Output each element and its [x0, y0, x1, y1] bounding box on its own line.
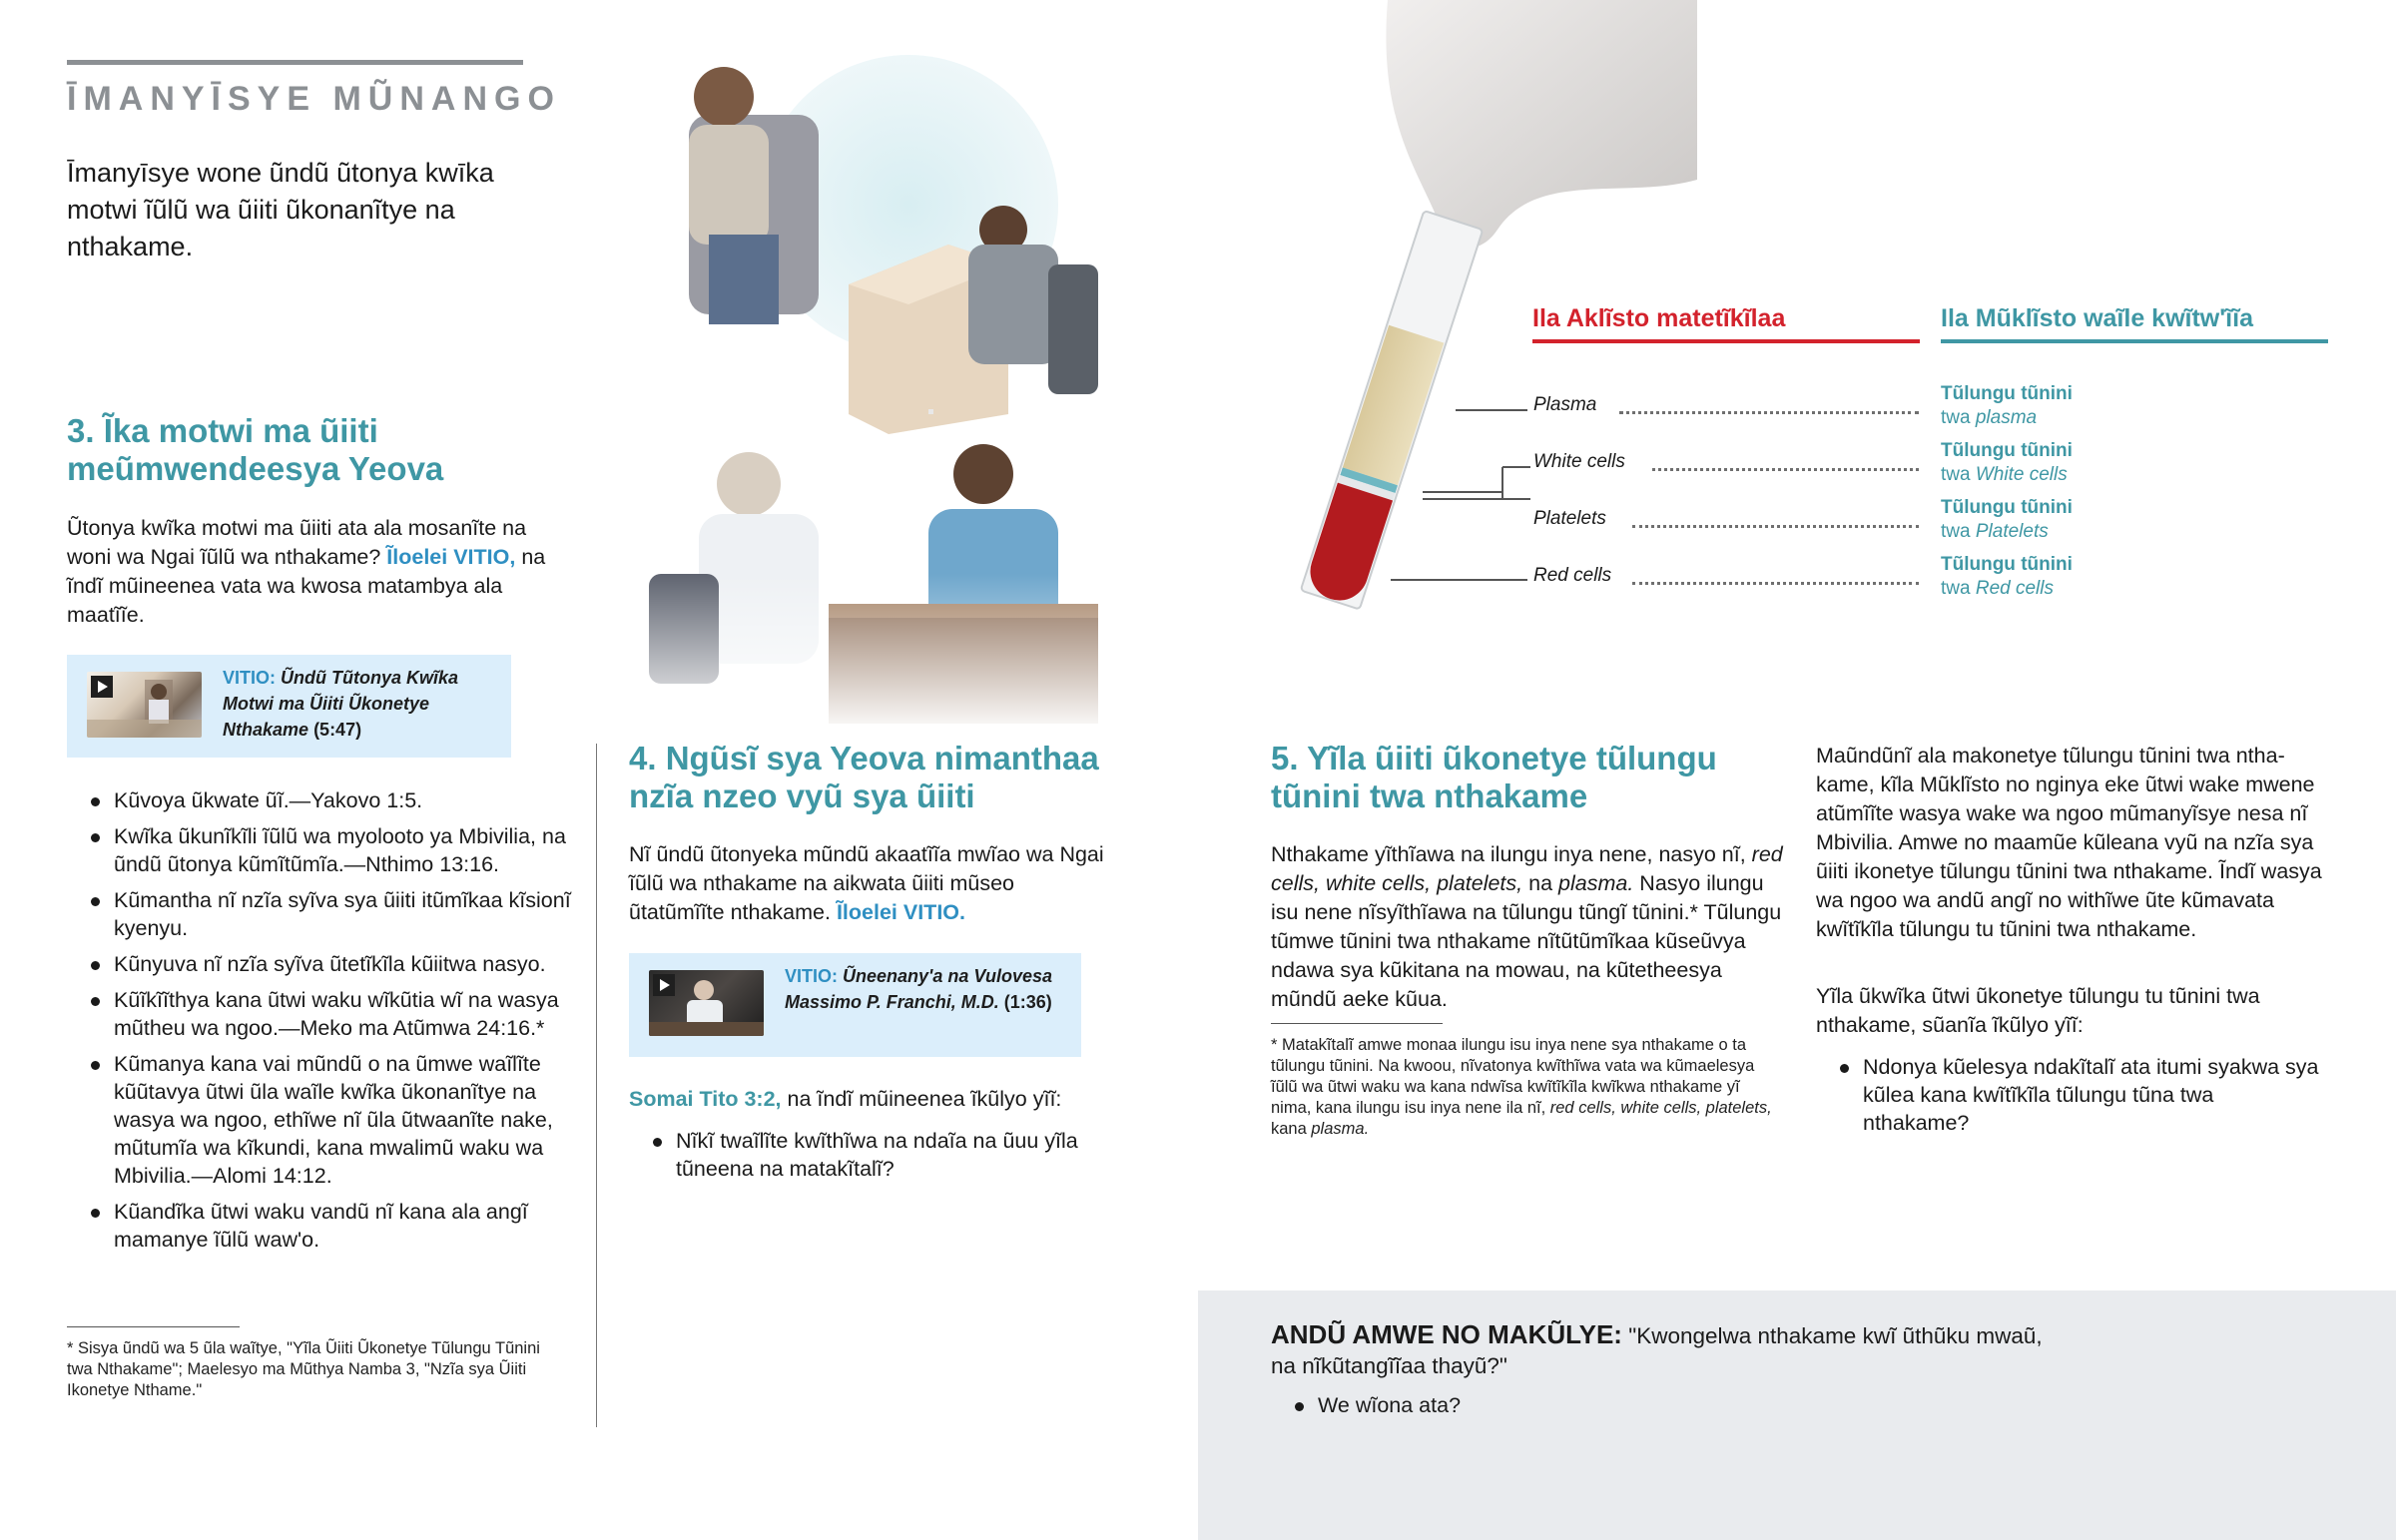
- fraction-label: Tũlungu tũnini twa plasma: [1941, 383, 2073, 428]
- list-item: Kũvoya ũkwate ũĩ.—Yakovo 1:5.: [67, 786, 576, 814]
- list-item: Kũmantha nĩ nzĩa syĩva sya ũiiti itũmĩkaa kĩsionĩ kyenyu.: [67, 886, 576, 942]
- pointer-line-plasma: [1456, 409, 1527, 411]
- list-item: Kũnyuva nĩ nzĩa syĩva ũtetĩkĩla kũiitwa nasyo.: [67, 950, 576, 978]
- component-label: Red cells: [1533, 565, 1612, 586]
- section-5-body: Nthakame yĩthĩawa na ilungu inya nene, nasyo nĩ, red cells, white cells, platelets, na plasma. Nasyo ilungu isu nene nĩsyĩthĩawa na tũlungu tũngĩ tũnini.* Tũlungu tũmwe tũnini twa nthakame nĩtũtũmĩkaa kũseũvya ndawa sya kũkitana na mowau, na kũtetheesya mũndũ aeke kũua.: [1271, 842, 1783, 1011]
- fraction-label: Tũlungu tũnini twa Red cells: [1941, 554, 2073, 599]
- section-5-bullet-list: [1816, 1053, 2325, 1145]
- legend-rule-teal: [1941, 339, 2328, 343]
- video-title: Ũndũ Tũtonya Kwĩka Motwi ma Ũiiti Ũkonetye Nthakame: [223, 668, 459, 740]
- consultation-illustration: [629, 55, 1108, 734]
- list-item: Ndonya kũelesya ndakĩtalĩ ata itumi syakwa sya kũlea kana kwĩtĩkĩla tũlungu tũna twa nthakame?: [1816, 1053, 2325, 1137]
- list-item: We wĩona ata?: [1271, 1391, 1870, 1419]
- list-item: Kũĩkĩĩthya kana ũtwi waku wĩkũtia wĩ na wasya mũtheu wa ngoo.—Meko ma Atũmwa 24:16.*: [67, 986, 576, 1042]
- section-5-body-2: Maũndũnĩ ala makonetye tũlungu tũnini twa nthakame, kĩla Mũklĩsto no nginya eke ũtwi wake mwene atũmĩĩte wasya wake wa ngoo mũmanyĩsye nesa nĩ Mbivilia. Amwe no maamũe kũleana vyũ na nzĩa sya ũiiti ikonetye tũlungu tũnini twa nthakame. Ĩndĩ wasya wa ngoo wa andũ angĩ no withĩwe ũte kũmavata kwĩtĩkĩla tũlungu tu tũnini twa nthakame.: [1816, 744, 2322, 941]
- watch-video-link[interactable]: Ĩloelei VITIO,: [386, 545, 516, 569]
- leader-dots: [1652, 468, 1919, 471]
- watch-video-link-2[interactable]: Ĩloelei VITIO.: [836, 900, 965, 924]
- video-title: Ũneenany'a na Vulovesa Massimo P. Franchi, M.D.: [785, 966, 1053, 1012]
- play-icon[interactable]: [91, 676, 113, 698]
- fraction-label: Tũlungu tũnini twa Platelets: [1941, 497, 2073, 542]
- section-3-body: Ũtonya kwĩka motwi ma ũiiti ata ala mosanĩte na woni wa Ngai ĩũlũ wa nthakame? Ĩloelei VITIO, na ĩndĩ mũineenea vata wa kwosa matambya ala maatĩĩe.: [67, 516, 546, 627]
- header-rule: [67, 60, 523, 65]
- video-duration: (5:47): [313, 720, 362, 740]
- component-label: White cells: [1533, 451, 1625, 472]
- fraction-label: Tũlungu tũnini twa White cells: [1941, 440, 2073, 485]
- section-5-footnote: * Matakĩtalĩ amwe monaa ilungu isu inya nene sya nthakame o ta tũlungu tũnini. Na kwoou, nĩvatonya kwĩthĩwa vata wa kũmaelesya ĩũlũ wa ũtwi waku wa kana ndwĩsa kwĩtĩkĩla kwĩkwa nthakame yĩ nima, kana ilungu isu inya nene ila nĩ, red cells, white cells, platelets, kana plasma.: [1271, 1036, 1772, 1138]
- component-label: Plasma: [1533, 394, 1597, 415]
- video-card-2[interactable]: [629, 953, 1081, 1057]
- others-say-question: [1271, 1319, 2070, 1381]
- footnote-rule: [1271, 1023, 1443, 1024]
- video-1-caption: [223, 665, 502, 743]
- list-item: Nĩkĩ twaĩlĩte kwĩthĩwa na ndaĩa na ũuu yĩla tũneena na matakĩtalĩ?: [629, 1127, 1098, 1183]
- video-thumbnail[interactable]: [87, 672, 202, 738]
- section-3-title: 3. Ĩka motwi ma ũiiti meũmwendeesya Yeova: [67, 412, 444, 487]
- leader-dots: [1619, 411, 1919, 414]
- pointer-line-red: [1391, 579, 1527, 581]
- section-4-body: Nĩ ũndũ ũtonyeka mũndũ akaatĩĩa mwĩao wa Ngai ĩũlũ wa nthakame na aikwata ũiiti mũseo ũtatũmĩĩte nthakame. Ĩloelei VITIO.: [629, 842, 1104, 924]
- footnote-rule: [67, 1326, 240, 1327]
- video-label: VITIO:: [223, 668, 276, 688]
- column-divider: [596, 744, 597, 1427]
- video-duration: (1:36): [1003, 992, 1052, 1012]
- list-item: Kwĩka ũkunĩkĩli ĩũlũ wa myolooto ya Mbivilia, na ũndũ ũtonya kũmĩtũmĩa.—Nthimo 13:16.: [67, 822, 576, 878]
- leader-dots: [1632, 525, 1919, 528]
- component-label: Platelets: [1533, 508, 1606, 529]
- leader-dots: [1632, 582, 1919, 585]
- pointer-lines-cells: [1423, 457, 1532, 507]
- legend-conscience: Ila Mũklĩsto waĩle kwĩtw'ĩĩa: [1941, 304, 2253, 332]
- intro-text: Īmanyīsye wone ũndũ ũtonya kwīka motwi ĩũlũ wa ũiiti ũkonanĩtye na nthakame.: [67, 158, 494, 261]
- video-thumbnail[interactable]: [649, 970, 764, 1036]
- video-2-caption: [785, 963, 1069, 1015]
- others-say-bullet-list: [1271, 1391, 1870, 1427]
- scripture-link[interactable]: Somai Tito 3:2,: [629, 1087, 782, 1111]
- video-card-1[interactable]: [67, 655, 511, 758]
- play-icon[interactable]: [653, 974, 675, 996]
- list-item: Kũmanya kana vai mũndũ o na ũmwe waĩlĩte kũũtavya ũtwi ũla waĩle kwĩka ũkonanĩtye na wasya wa ngoo, ethĩwe nĩ ũla ũtwaanĩte nake, mũtumĩa wa kĩkundi, kana mwalimũ waku wa Mbivilia.—Alomi 14:12.: [67, 1050, 576, 1190]
- legend-rule-red: [1532, 339, 1920, 343]
- section-3-footnote: * Sisya ũndũ wa 5 ũla waĩtye, "Yĩla Ũiiti Ũkonetye Tũlungu Tũnini twa Nthakame"; Maelesyo ma Mũthya Namba 3, "Nzĩa sya Ũiiti Ikonetye Nthame.": [67, 1339, 540, 1399]
- section-5-title: 5. Yĩla ũiiti ũkonetye tũlungu tũnini twa nthakame: [1271, 740, 1717, 814]
- video-label: VITIO:: [785, 966, 838, 986]
- section-4-reading: Somai Tito 3:2, na ĩndĩ mũineenea ĩkũlyo yĩĩ:: [629, 1087, 1062, 1111]
- list-item: Kũandĩka ũtwi waku vandũ nĩ kana ala angĩ mamanye ĩũlũ waw'o.: [67, 1198, 576, 1254]
- section-3-bullet-list: [67, 786, 576, 1262]
- others-say-quote: "Kwongelwa nthakame kwĩ ũthũku mwaũ, na nĩkũtangĩĩaa thayũ?": [1271, 1323, 2043, 1378]
- page-kicker: ĪMANYĪSYE MŨNANGO: [67, 80, 561, 118]
- others-say-label: ANDŨ AMWE NO MAKŨLYE:: [1271, 1319, 1622, 1349]
- section-4-title: 4. Ngũsĩ sya Yeova nimanthaa nzĩa nzeo vyũ sya ũiiti: [629, 740, 1099, 814]
- section-4-bullet-list: [629, 1127, 1098, 1191]
- legend-not-accepted: Ila Aklĩsto matetĩkĩlaa: [1532, 304, 1786, 332]
- section-5-body-3: Yĩla ũkwĩka ũtwi ũkonetye tũlungu tu tũnini twa nthakame, sũanĩa ĩkũlyo yĩĩ:: [1816, 984, 2260, 1037]
